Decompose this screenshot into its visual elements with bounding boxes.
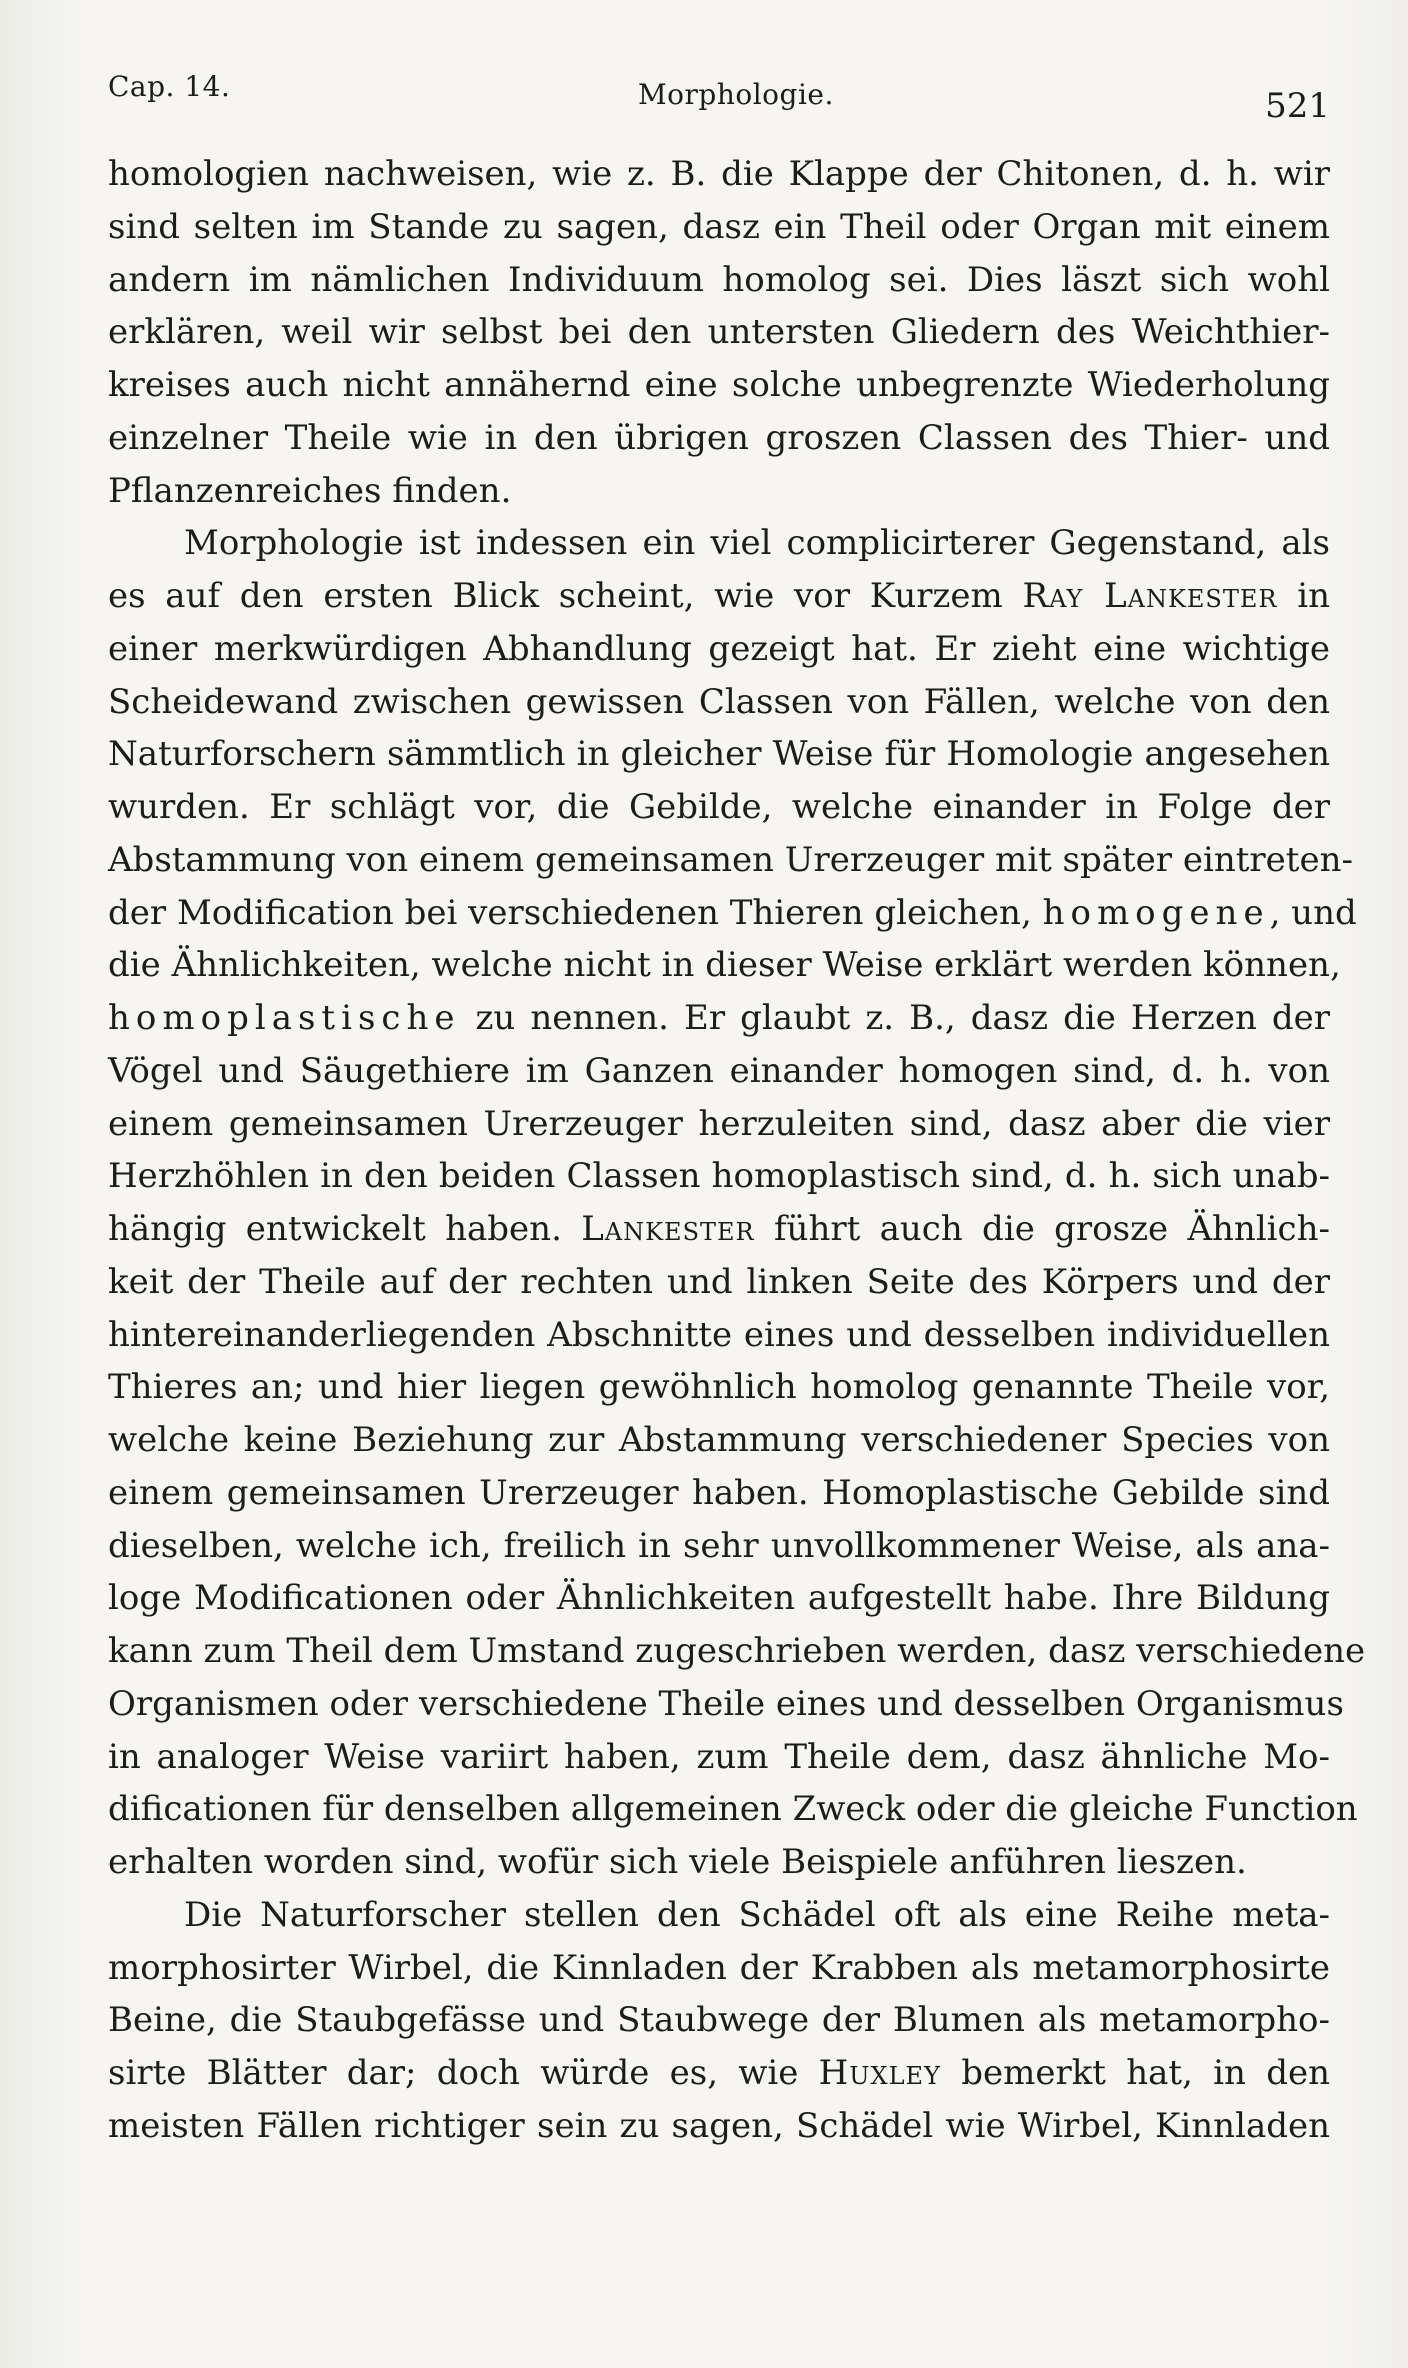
text-line: Naturforschern sämmtlich in gleicher Weise für Homologie angesehen: [108, 734, 1330, 775]
text-line: Pflanzenreiches finden.: [108, 470, 512, 511]
text-line: [108, 992, 1330, 1045]
text-segment: in: [1297, 576, 1331, 616]
text-line: erklären, weil wir selbst bei den untersten Gliedern des Weichthier-: [108, 312, 1330, 353]
text-line: erhalten worden sind, wofür sich viele Beispiele anführen lieszen.: [108, 1842, 1247, 1882]
text-segment: sirte Blätter dar; doch würde es, wie: [108, 2053, 799, 2093]
text-line: Scheidewand zwischen gewissen Classen von Fällen, welche von den: [108, 681, 1330, 722]
text-segment: führt auch die grosze Ähnlich-: [773, 1209, 1330, 1249]
author-name-ray-lankester: Ray Lankester: [1022, 576, 1278, 616]
text-line: loge Modificationen oder Ähnlichkeiten aufgestellt habe. Ihre Bildung: [108, 1578, 1330, 1619]
running-header: [108, 70, 1330, 130]
running-title: Morphologie.: [638, 78, 834, 111]
term-homogene: homogene: [1042, 892, 1270, 933]
text-line: Herzhöhlen in den beiden Classen homoplastisch sind, d. h. sich unab-: [108, 1156, 1330, 1197]
text-line: meisten Fällen richtiger sein zu sagen, Schädel wie Wirbel, Kinnladen: [108, 2105, 1330, 2146]
text-line: in analoger Weise variirt haben, zum Theile dem, dasz ähnliche Mo-: [108, 1736, 1330, 1777]
page-number: 521: [1265, 86, 1330, 126]
text-line: Abstammung von einem gemeinsamen Urerzeuger mit später eintreten-: [108, 839, 1353, 880]
text-line: wurden. Er schlägt vor, die Gebilde, welche einander in Folge der: [108, 787, 1330, 827]
text-line: welche keine Beziehung zur Abstammung verschiedener Species von: [108, 1420, 1330, 1460]
text-segment: hängig entwickelt haben.: [108, 1209, 562, 1249]
text-line: keit der Theile auf der rechten und linken Seite des Körpers und der: [108, 1261, 1330, 1302]
text-line: einem gemeinsamen Urerzeuger herzuleiten sind, dasz aber die vier: [108, 1103, 1330, 1144]
text-line: [108, 570, 1330, 623]
text-line: Vögel und Säugethiere im Ganzen einander homogen sind, d. h. von: [108, 1050, 1330, 1091]
text-segment: der Modification bei verschiedenen Thieren gleichen,: [108, 892, 1032, 933]
text-segment: zu nennen. Er glaubt z. B., dasz die Herzen der: [475, 998, 1330, 1038]
text-line: Morphologie ist indessen ein viel complicirterer Gegenstand, als: [184, 523, 1330, 564]
text-line: Organismen oder verschiedene Theile eines und desselben Organismus: [108, 1683, 1344, 1724]
text-line: hintereinanderliegenden Abschnitte eines und desselben individuellen: [108, 1314, 1330, 1355]
text-line: dificationen für denselben allgemeinen Zweck oder die gleiche Function: [108, 1789, 1358, 1830]
text-line: [108, 1203, 1330, 1256]
body-text: [108, 148, 1366, 2153]
text-line: dieselben, welche ich, freilich in sehr unvollkommener Weise, als ana-: [108, 1525, 1330, 1566]
text-line: [108, 2047, 1330, 2100]
text-line: Thieres an; und hier liegen gewöhnlich homolog genannte Theile vor,: [108, 1367, 1330, 1408]
text-line: die Ähnlichkeiten, welche nicht in dieser Weise erklärt werden können,: [108, 945, 1341, 986]
text-line: einzelner Theile wie in den übrigen groszen Classen des Thier- und: [108, 417, 1330, 458]
text-line: morphosirter Wirbel, die Kinnladen der Krabben als metamorphosirte: [108, 1947, 1330, 1988]
text-line: kreises auch nicht annähernd eine solche unbegrenzte Wiederholung: [108, 365, 1330, 405]
text-line: Die Naturforscher stellen den Schädel oft als eine Reihe meta-: [184, 1894, 1330, 1935]
text-line: [108, 887, 1357, 940]
text-line: homologien nachweisen, wie z. B. die Klappe der Chitonen, d. h. wir: [108, 154, 1330, 194]
text-line: kann zum Theil dem Umstand zugeschrieben werden, dasz verschiedene: [108, 1631, 1366, 1671]
term-homoplastische: homoplastische: [108, 998, 461, 1038]
text-line: einer merkwürdigen Abhandlung gezeigt hat. Er zieht eine wichtige: [108, 628, 1330, 669]
text-segment: es auf den ersten Blick scheint, wie vor Kurzem: [108, 576, 1003, 616]
author-name-lankester: Lankester: [581, 1209, 755, 1249]
text-segment: , und: [1269, 892, 1357, 933]
text-line: sind selten im Stande zu sagen, dasz ein Theil oder Organ mit einem: [108, 206, 1330, 247]
author-name-huxley: Huxley: [818, 2053, 941, 2093]
text-line: Beine, die Staubgefässe und Staubwege der Blumen als metamorpho-: [108, 2000, 1330, 2041]
text-line: andern im nämlichen Individuum homolog sei. Dies läszt sich wohl: [108, 259, 1330, 300]
text-segment: bemerkt hat, in den: [961, 2053, 1330, 2093]
text-line: einem gemeinsamen Urerzeuger haben. Homoplastische Gebilde sind: [108, 1472, 1330, 1513]
chapter-label: Cap. 14.: [108, 70, 231, 103]
